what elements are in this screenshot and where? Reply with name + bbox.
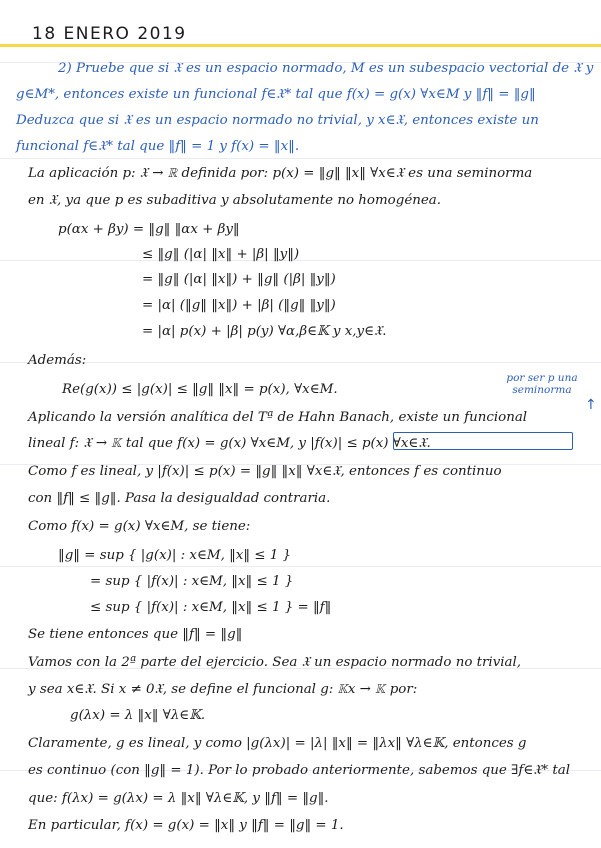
proof-line: Re(g(x)) ≤ |g(x)| ≤ ‖g‖ ‖x‖ = p(x), ∀x∈M. — [62, 382, 338, 397]
proof-line: lineal f: 𝔛 → 𝕂 tal que f(x) = g(x) ∀x∈M, y |f(x)| ≤ p(x) ∀x∈𝔛. — [28, 436, 431, 451]
proof-line: Como f(x) = g(x) ∀x∈M, se tiene: — [28, 519, 251, 534]
proof-line: con ‖f‖ ≤ ‖g‖. Pasa la desigualdad contraria. — [28, 491, 331, 506]
proof-line: que: f(λx) = g(λx) = λ ‖x‖ ∀λ∈𝕂, y ‖f‖ = ‖g‖. — [28, 791, 329, 806]
proof-line: = |α| (‖g‖ ‖x‖) + |β| (‖g‖ ‖y‖) — [142, 298, 336, 313]
proof-line: g(λx) = λ ‖x‖ ∀λ∈𝕂. — [70, 708, 206, 723]
proof-line: ≤ sup { |f(x)| : x∈M, ‖x‖ ≤ 1 } = ‖f‖ — [90, 600, 332, 615]
proof-line: = |α| p(x) + |β| p(y) ∀α,β∈𝕂 y x,y∈𝔛. — [142, 324, 387, 339]
arrow-up-icon: ↑ — [585, 397, 597, 413]
proof-line: = ‖g‖ (|α| ‖x‖) + ‖g‖ (|β| ‖y‖) — [142, 272, 336, 287]
proof-line: ‖g‖ = sup { |g(x)| : x∈M, ‖x‖ ≤ 1 } — [58, 548, 292, 563]
proof-line: Como f es lineal, y |f(x)| ≤ p(x) = ‖g‖ ‖x‖ ∀x∈𝔛, entonces f es continuo — [28, 464, 502, 479]
proof-line: ≤ ‖g‖ (|α| ‖x‖ + |β| ‖y‖) — [142, 247, 300, 262]
margin-note: por ser p una seminorma — [506, 372, 578, 396]
statement-line: g∈M*, entonces existe un funcional f∈𝔛* tal que f(x) = g(x) ∀x∈M y ‖f‖ = ‖g‖ — [16, 87, 536, 102]
page-date: 18 ENERO 2019 — [32, 24, 187, 44]
proof-line: La aplicación p: 𝔛 → ℝ definida por: p(x) = ‖g‖ ‖x‖ ∀x∈𝔛 es una seminorma — [28, 166, 533, 181]
proof-line: En particular, f(x) = g(x) = ‖x‖ y ‖f‖ = ‖g‖ = 1. — [28, 818, 344, 833]
proof-line: Claramente, g es lineal, y como |g(λx)| = |λ| ‖x‖ = ‖λx‖ ∀λ∈𝕂, entonces g — [28, 736, 527, 751]
proof-line: Se tiene entonces que ‖f‖ = ‖g‖ — [28, 627, 243, 642]
header-underline — [0, 44, 601, 47]
ruled-line — [0, 362, 601, 363]
proof-line: en 𝔛, ya que p es subaditiva y absolutamente no homogénea. — [28, 193, 442, 208]
proof-line: es continuo (con ‖g‖ = 1). Por lo probado anteriormente, sabemos que ∃f∈𝔛* tal — [28, 763, 571, 778]
statement-line: Deduzca que si 𝔛 es un espacio normado no trivial, y x∈𝔛, entonces existe un — [16, 113, 539, 128]
statement-line: 2) Pruebe que si 𝔛 es un espacio normado, M es un subespacio vectorial de 𝔛 y — [58, 61, 594, 76]
ruled-line — [0, 566, 601, 567]
proof-line: Vamos con la 2ª parte del ejercicio. Sea 𝔛 un espacio normado no trivial, — [28, 655, 522, 670]
proof-line: Aplicando la versión analítica del Tª de Hahn Banach, existe un funcional — [28, 410, 528, 425]
proof-line: Además: — [28, 353, 87, 368]
highlight-box — [393, 432, 573, 450]
proof-line: p(αx + βy) = ‖g‖ ‖αx + βy‖ — [58, 222, 240, 237]
statement-line: funcional f∈𝔛* tal que ‖f‖ = 1 y f(x) = ‖x‖. — [16, 139, 300, 154]
proof-line: y sea x∈𝔛. Si x ≠ 0𝔛, se define el funcional g: 𝕂x → 𝕂 por: — [28, 682, 418, 697]
ruled-line — [0, 260, 601, 261]
ruled-line — [0, 158, 601, 159]
proof-line: = sup { |f(x)| : x∈M, ‖x‖ ≤ 1 } — [90, 574, 294, 589]
